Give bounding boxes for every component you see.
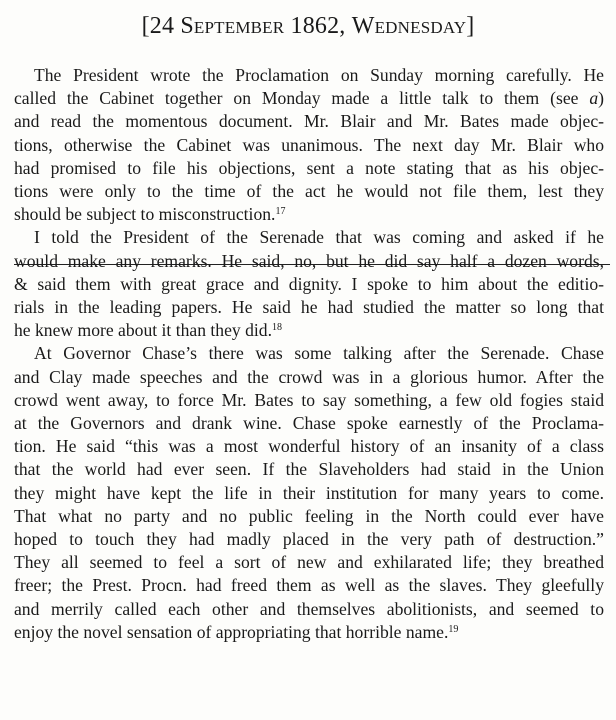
text-line: freer; the Prest. Procn. had freed them as well as the slaves. They gleefully bbox=[14, 575, 604, 596]
diary-entry-heading bbox=[0, 11, 616, 41]
heading-month: September bbox=[180, 13, 285, 39]
text-line bbox=[14, 87, 604, 110]
footnote-ref-19: 19 bbox=[448, 623, 459, 635]
text-line: that the world had ever seen. If the Slaveholders had staid in the Union bbox=[14, 459, 604, 480]
text-line bbox=[14, 319, 604, 342]
text-line-part: should be subject to misconstruction. bbox=[14, 204, 276, 225]
text-line bbox=[14, 203, 604, 226]
text-line: At Governor Chase’s there was some talking after the Serenade. Chase bbox=[34, 343, 604, 364]
text-line bbox=[14, 621, 604, 644]
text-line: That what no party and no public feeling in the North could ever have bbox=[14, 505, 604, 526]
text-line: The President wrote the Proclamation on Sunday morning carefully. He bbox=[34, 65, 604, 85]
text-line: hoped to touch they had madly placed in the very path of destruction.” bbox=[14, 529, 604, 550]
paragraph-governor-chase bbox=[14, 342, 604, 644]
text-line: tions were only to the time of the act he would not file them, lest they bbox=[14, 181, 604, 202]
text-line-part: called the Cabinet together on Monday made a little talk to them (see bbox=[14, 88, 590, 109]
diary-entry-body bbox=[14, 64, 604, 644]
heading-close-bracket: ] bbox=[466, 13, 475, 39]
text-line: tion. He said “this was a most wonderful history of an insanity of a class bbox=[14, 436, 604, 457]
heading-open-bracket: [ bbox=[141, 13, 150, 39]
paragraph-cabinet-proclamation bbox=[14, 64, 604, 226]
heading-weekday: Wednesday bbox=[351, 13, 467, 39]
text-line: They all seemed to feel a sort of new and exhilarated life; they breathed bbox=[14, 552, 604, 573]
heading-year: 1862, bbox=[284, 13, 352, 39]
text-line-part: enjoy the novel sensation of appropriating that horrible name. bbox=[14, 621, 449, 642]
text-line: crowd went away, to force Mr. Bates to say something, a few old fogies staid bbox=[14, 389, 604, 410]
text-line: and merrily called each other and themselves abolitionists, and seemed to bbox=[14, 598, 604, 619]
text-line: rials in the leading papers. He said he had studied the matter so long that bbox=[14, 297, 604, 318]
heading-day: 24 bbox=[149, 13, 181, 39]
paragraph-serenade bbox=[14, 226, 604, 342]
footnote-ref-18: 18 bbox=[271, 322, 282, 334]
footnote-ref-17: 17 bbox=[275, 206, 286, 218]
text-line: they might have kept the life in their institution for many years to come. bbox=[14, 482, 604, 503]
text-line: at the Governors and drank wine. Chase spoke earnestly of the Proclama- bbox=[14, 413, 604, 434]
text-line: and Clay made speeches and the crowd was in a glorious humor. After the bbox=[14, 366, 604, 387]
text-line: & said them with great grace and dignity. I spoke to him about the editio- bbox=[14, 273, 604, 294]
text-line-italic: a bbox=[589, 88, 599, 109]
text-line: had promised to file his objections, sent a note stating that as his objec- bbox=[14, 157, 604, 178]
text-line: would make any remarks. He said, no, but he did say half a dozen words, bbox=[14, 250, 604, 271]
text-line: tions, otherwise the Cabinet was unanimous. The next day Mr. Blair who bbox=[14, 134, 604, 155]
text-line-part: ) bbox=[598, 88, 604, 109]
text-line: I told the President of the Serenade that was coming and asked if he bbox=[34, 227, 604, 248]
text-line-part: he knew more about it than they did. bbox=[14, 320, 272, 341]
text-line: and read the momentous document. Mr. Blair and Mr. Bates made objec- bbox=[14, 111, 604, 132]
